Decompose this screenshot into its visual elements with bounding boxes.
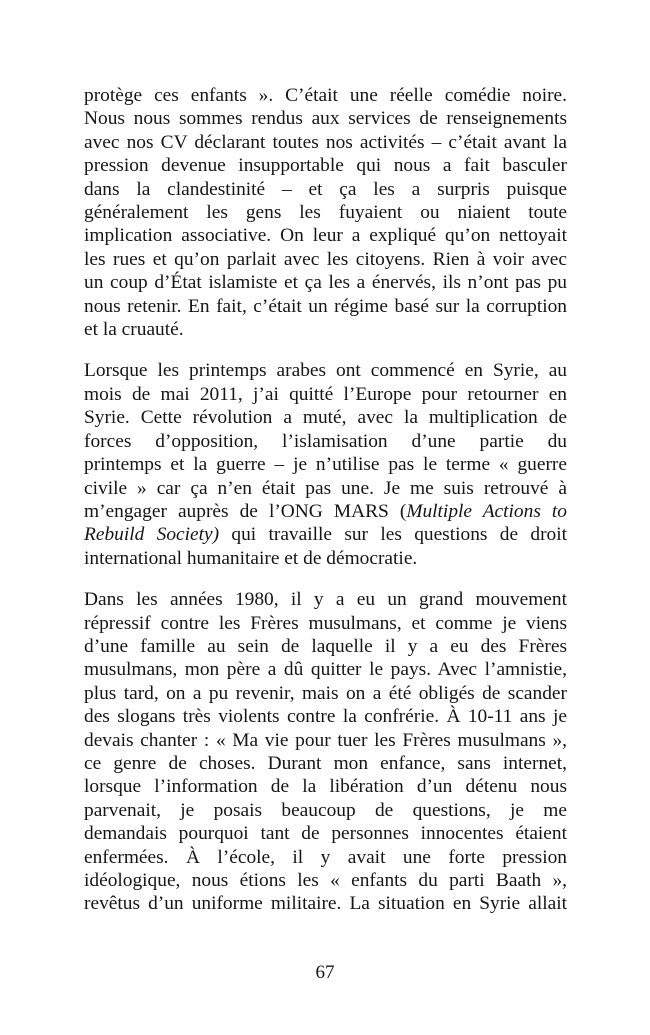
text-line: mois de mai 2011, j’ai quitté l’Europe pour retourner en <box>84 383 567 405</box>
text-line: musulmans, mon père a dû quitter le pays. Avec l’amnistie, <box>84 659 567 681</box>
text-line: ce genre de choses. Durant mon enfance, sans internet, <box>84 752 567 774</box>
text-line: des slogans très violents contre la confrérie. À 10-11 ans je <box>84 706 567 728</box>
text-line: d’une famille au sein de laquelle il y a eu des Frères <box>84 635 567 657</box>
text-line: plus tard, on a pu revenir, mais on a été obligés de scander <box>84 682 567 704</box>
text-line: dans la clandestinité – et ça les a surpris puisque <box>84 178 567 200</box>
text-line: revêtus d’un uniforme militaire. La situation en Syrie allait <box>84 893 567 915</box>
text-line-mixed <box>84 523 567 546</box>
italic-run: Rebuild Society) <box>84 524 220 546</box>
text-line: les rues et qu’on parlait avec les citoyens. Rien à voir avec <box>84 248 567 270</box>
text-line: international humanitaire et de démocratie. <box>84 547 418 569</box>
paragraph-3 <box>84 588 567 916</box>
text-line: lorsque l’information de la libération d’un détenu nous <box>84 776 567 798</box>
text-line: printemps et la guerre – je n’utilise pas le terme « guerre <box>84 454 567 476</box>
text-line: devais chanter : « Ma vie pour tuer les Frères musulmans », <box>84 729 567 751</box>
text-line: idéologique, nous étions les « enfants du parti Baath », <box>84 870 567 891</box>
text-line: implication associative. On leur a expliqué qu’on nettoyait <box>84 225 567 247</box>
text-line: demandais pourquoi tant de personnes innocentes étaient <box>84 823 567 845</box>
text-line: enfermées. À l’école, il y avait une forte pression <box>84 846 567 868</box>
page-number: 67 <box>315 962 335 983</box>
text-line: parvenait, je posais beaucoup de questions, je me <box>84 799 567 821</box>
text-line: avec nos CV déclarant toutes nos activités – c’était avant la <box>84 131 567 153</box>
text-line: protège ces enfants ». C’était une réelle comédie noire. <box>84 85 567 106</box>
text-line: pression devenue insupportable qui nous a fait basculer <box>84 155 567 177</box>
text-line-mixed <box>84 500 567 523</box>
text-line: Lorsque les printemps arabes ont commencé en Syrie, au <box>84 360 567 382</box>
text-line: généralement les gens les fuyaient ou niaient toute <box>84 202 567 224</box>
text-line: répressif contre les Frères musulmans, et comme je viens <box>84 612 567 634</box>
paragraph-1 <box>84 84 567 341</box>
text-line: civile » car ça n’en était pas une. Je me suis retrouvé à <box>84 477 567 499</box>
text-line: forces d’opposition, l’islamisation d’une partie du <box>84 430 567 452</box>
paragraph-2 <box>84 359 567 570</box>
text-line: nous retenir. En fait, c’était un régime basé sur la corruption <box>84 295 567 317</box>
text-line: Nous nous sommes rendus aux services de renseignements <box>84 108 567 130</box>
text-run: m’engager auprès de l’ONG MARS ( <box>84 500 407 522</box>
text-line: et la cruauté. <box>84 319 184 341</box>
text-line: Syrie. Cette révolution a muté, avec la multiplication de <box>84 407 567 429</box>
text-line: Dans les années 1980, il y a eu un grand mouvement <box>84 589 567 611</box>
text-run: qui travaille sur les questions de droit <box>219 524 567 546</box>
italic-run: Multiple Actions to <box>406 500 567 522</box>
text-line: un coup d’État islamiste et ça les a énervés, ils n’ont pas pu <box>84 272 567 294</box>
page-body <box>84 84 567 934</box>
